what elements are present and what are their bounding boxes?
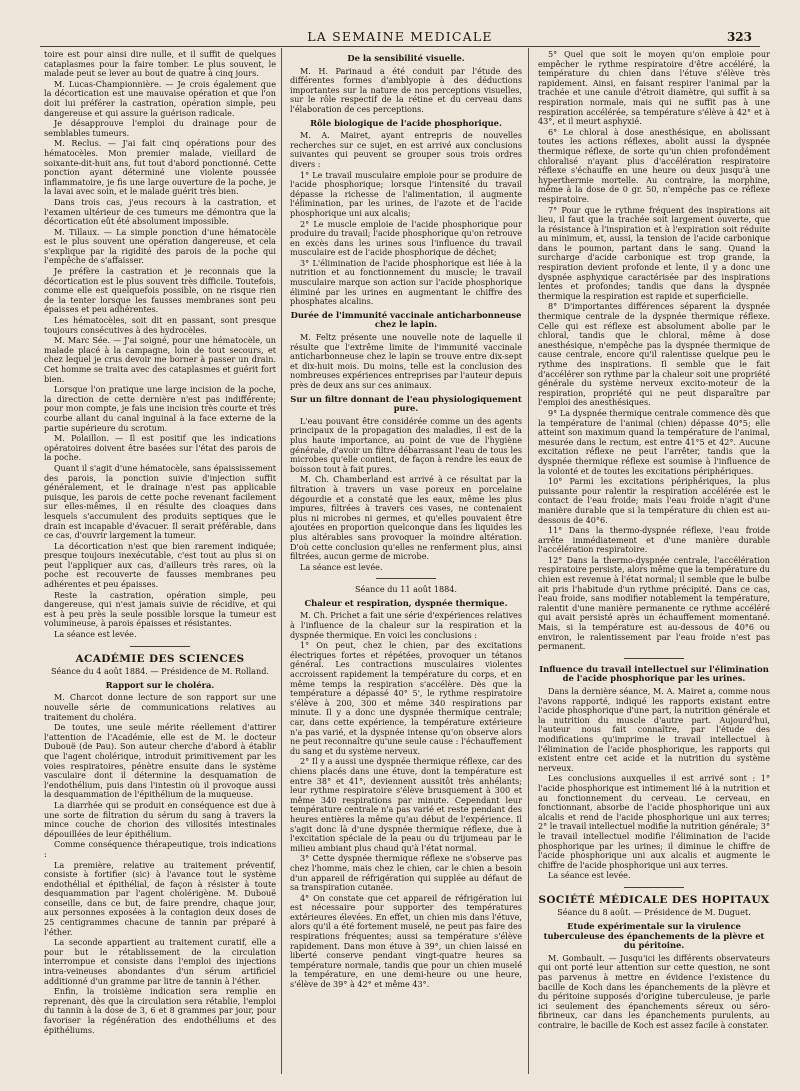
article-heading: Durée de l'immunité vaccinale anticharbonneuse chez le lapin. <box>290 309 522 330</box>
section-heading: ACADÉMIE DES SCIENCES <box>75 652 245 665</box>
paragraph: M. Reclus. — J'ai fait cinq opérations pour des hématocèles. Mon premier malade, vieillard de soixante-dit-huit ans, fut tout d'abord ponctionné. Cette ponction ayant déterminé une violente poussée inflammatoire, je fis une large ouverture de la poche, je la lavai avec soin, et le malade guérit très bien. <box>44 138 276 197</box>
paragraph: M. Ch. Prichet a fait une série d'expériences relatives à l'influence de la chaleur sur la respiration et la dyspnée thermique. En voici les conclusions : <box>290 610 522 640</box>
paragraph: La diarrhée qui se produit en conséquence est due à une sorte de filtration du sérum du sang à travers la mince couche de chorion des villosités intestinales dépouillées de leur épithélium. <box>44 799 276 839</box>
paragraph: M. Charcot donne lecture de son rapport sur une nouvelle série de communications relatives au traitement du choléra. <box>44 692 276 722</box>
section-heading: SOCIÉTÉ MÉDICALE DES HOPITAUX <box>538 893 770 906</box>
column-divider <box>281 48 282 1074</box>
paragraph: La première, relative au traitement préventif, consiste à fortifier (sic) à l'avance tout le système endothélial et épithélial, de façon à résister à toute desquammation par l'agent cholérigène. M. Dubouë conseille, dans ce but, de faire prendre, chaque jour, aux personnes exposées à la contagion deux doses de 25 centigrammes chacune de tannin par préparé à l'éther. <box>44 859 276 937</box>
page-number: 323 <box>726 30 752 44</box>
paragraph: M. Feltz présente une nouvelle note de laquelle il résulte que l'extrême limite de l'immunité vaccinale anticharbonneuse chez le lapin se trouve entre dix-sept et dix-huit mois. Du moins, telle est la conclusion des nombreuses expériences entreprises par l'auteur depuis près de deux ans sur ces animaux. <box>290 332 522 390</box>
paragraph: Lorsque l'on pratique une large incision de la poche, la direction de cette dernière n'est pas indifférente; pour mon compte, je fais une incision très courte et très courbe allant du canal inguinal à la face externe de la partie supérieure du scrotum. <box>44 384 276 433</box>
paragraph: M. Ch. Chamberland est arrivé à ce résultat par la filtration à travers un vase poreux en porcelaine dégourdie et a constaté que les eaux, même les plus impures, filtrées à travers ces vases, ne contenaient plus ni microbes ni germes, et qu'elles pouvaient être ajoutées en proportion quelconque dans les liquides les plus altérables sans provoquer la moindre altération. D'où cette conclusion qu'elles ne renferment plus, ainsi filtrées, aucun germe de microbe. <box>290 474 522 562</box>
session-line: Séance du 4 août 1884. — Présidence de M. Rolland. <box>51 666 269 677</box>
paragraph: 12° Dans la thermo-dyspnée centrale, l'accélération respiratoire persiste, alors même que la température du chien est revenue à l'état normal; il semble que le bulbe ait pris l'habitude d'un rythme précipité. Dans ce cas, l'eau froide, sans modifier notablement la température, ralentit d'une manière permanente ce rythme accéléré qui avait persisté après un échauffement momentané. Mais, si la température est au-dessous de 40°6 ou environ, le ralentissement par l'eau froide n'est pas permanent. <box>538 554 770 652</box>
article-heading: Rôle biologique de l'acide phosphorique. <box>310 117 502 128</box>
paragraph: M. Tillaux. — La simple ponction d'une hématocèle est le plus souvent une opération dangereuse, et cela s'explique par la rigidité des parois de la poche qui l'empêche de s'affaisser. <box>44 226 276 266</box>
article-heading: Chaleur et respiration, dyspnée thermique. <box>304 597 508 608</box>
section-rule <box>624 887 684 888</box>
running-title: LA SEMAINE MEDICALE <box>307 29 493 44</box>
paragraph: 8° D'importantes différences séparent la dyspnée thermique centrale de la dyspnée thermique réflexe. Celle qui est réflexe est absolument abolie par le chloral, tandis que le chloral, même à dose anesthésique, n'empêche pas la dyspnée thermique de cause centrale, encore qu'il ralentisse quelque peu le rythme des inspirations. Il semble que le fait d'accélérer son rythme par la chaleur soit une propriété générale du système nerveux excito-moteur de la respiration, propriété qui ne peut disparaître par l'emploi des anesthésiques. <box>538 301 770 408</box>
paragraph: toire est pour ainsi dire nulle, et il suffit de quelques cataplasmes pour la faire tomber. Le plus souvent, le malade peut se lever au bout de quatre à cinq jours. <box>44 50 276 79</box>
paragraph: 7° Pour que le rythme fréquent des inspirations ait lieu, il faut que la trachée soit largement ouverte, que la résistance à l'inspiration et à l'expiration soit réduite au minimum, et, aussi, la tension de l'acide carbonique dans le poumon, partant dans le sang. Quand la surcharge d'acide carbonique est trop grande, la respiration devient profonde et lente, il y a donc une dyspnée asphyxique caractérisée par des inspirations lentes et profondes; tandis que dans la dyspnée thermique la respiration est rapide et superficielle. <box>538 204 770 301</box>
paragraph: Enfin, la troisième indication sera remplie en reprenant, dès que la circulation sera rétablie, l'emploi du tannin à la dose de 3, 6 et 8 grammes par jour, pour favoriser la régénération des endothéliums et des épithéliums. <box>44 986 276 1035</box>
paragraph: 2° Le muscle emploie de l'acide phosphorique pour produire du travail; l'acide phosphorique qu'on retrouve en excès dans les urines sous l'influence du travail musculaire est de l'acide phosphorique de déchet; <box>290 218 522 258</box>
article-heading: Influence du travail intellectuel sur l'élimination de l'acide phosphorique par les urines. <box>539 663 769 684</box>
column-3 <box>538 50 770 1080</box>
paragraph: Je préfère la castration et je reconnais que la décortication est le plus souvent très difficile. Toutefois, comme elle est quelquefois possible, on ne risque rien de la tenter lorsque les fausses membranes sont peu épaisses et peu adhérentes. <box>44 266 276 315</box>
paragraph: M. H. Parinaud a été conduit par l'étude des différentes formes d'amblyopie à des déductions importantes sur la nature de nos perceptions visuelles, sur le rôle respectif de la rétine et du cerveau dans l'élaboration de ces perceptions. <box>290 65 522 114</box>
paragraph: La seconde appartient au traitement curatif, elle a pour but le rétablissement de la circulation interrompue et consiste dans l'emploi des injections intra-veineuses abondantes d'un sérum artificiel additionné d'un gramme par litre de tannin à l'éther. <box>44 937 276 986</box>
session-date: Séance du 11 août 1884. <box>354 584 457 595</box>
paragraph: Dans la dernière séance, M. A. Mairet a, comme nous l'avons rapporté, indiqué les rapports existant entre l'acide phosphorique d'une part, la nutrition générale et la nutrition du muscle d'autre part. Aujourd'hui, l'auteur nous fait connaître, par l'étude des modifications qu'imprime le travail intellectuel à l'élimination de l'acide phosphorique, les rapports qui existent entre cet acide et la nutrition du système nerveux. <box>538 686 770 773</box>
paragraph: 1° On peut, chez le chien, par des excitations électriques fortes et répétées, provoquer un tétanos général. Les contractions musculaires violentes accroissent rapidement la température du corps, et en même temps la respiration s'accélère. Dès que la température a dépassé 40° 5', le rythme respiratoire s'élève à 200, 300 et même 340 respirations par minute. Il y a donc une dyspnée thermique centrale; car, dans cette expérience, la température extérieure n'a pas varié, et la dyspnée intense qu'on observe alors ne peut reconnaître qu'une seule cause : l'échauffement du sang et du système nerveux. <box>290 640 522 756</box>
paragraph: Reste la castration, opération simple, peu dangereuse, qui n'est jamais suivie de récidive, et qui est à peu près la seule possible lorsque la tumeur est volumineuse, à parois épaisses et résistantes. <box>44 589 276 629</box>
header-rule <box>40 46 760 47</box>
paragraph: Les hématocèles, soit dit en passant, sont presque toujours consécutives à des hydrocèles. <box>44 315 276 335</box>
paragraph: La séance est levée. <box>54 629 137 640</box>
paragraph: Je désapprouve l'emploi du drainage pour de semblables tumeurs. <box>44 118 276 138</box>
paragraph: M. Marc Sée. — J'ai soigné, pour une hématocèle, un malade placé à la campagne, loin de tout secours, et chez lequel je crus devoir me borner à passer un drain. Cet homme se traita avec des cataplasmes et guérit fort bien. <box>44 335 276 384</box>
article-heading: Etude expérimentale sur la virulence tuberculeuse des épanchements de la plèvre et du péritoine. <box>543 921 765 951</box>
paragraph: M. Lucas-Championnière. — Je crois également que la décortication est une mauvaise opération et que l'on doit lui préférer la castration, opération simple, peu dangereuse et qui assure la guérison radicale. <box>44 78 276 118</box>
section-rule <box>130 646 190 647</box>
paragraph: 11° Dans la thermo-dyspnée réflexe, l'eau froide arrête immédiatement et d'une manière durable l'accélération respiratoire. <box>538 525 770 555</box>
paragraph: 9° La dyspnée thermique centrale commence dès que la température de l'animal (chien) dépasse 40°5; elle atteint son maximum quand la température de l'animal, mesurée dans le rectum, est entre 41°5 et 42°. Aucune excitation réflexe ne peut l'arrêter, tandis que la dyspnée thermique réflexe est soumise à l'influence de la volonté et de toutes les excitations périphériques. <box>538 407 770 476</box>
article-heading: De la sensibilité visuelle. <box>347 53 465 63</box>
paragraph: M. Gombault. — Jusqu'ici les différents observateurs qui ont porté leur attention sur cette question, ne sont pas parvenus à mettre en évidence l'existence du bacille de Koch dans les épanchements de la plèvre et du péritoine supposés d'origine tuberculeuse, je parle ici seulement des épanchements séreux ou séro-fibrineux, car dans les épanchements purulents, au contraire, le bacille de Koch est assez facile à constater. <box>538 952 770 1030</box>
paragraph: M. Polaillon. — Il est positif que les indications opératoires doivent être basées sur l'état des parois de la poche. <box>44 433 276 463</box>
paragraph: 5° Quel que soit le moyen qu'on emploie pour empêcher le rythme respiratoire d'être accéléré, la température du chien dans l'étuve s'élève très rapidement. Ainsi, en faisant respirer l'animal par la trachée et une canule d'étroit diamètre, qui suffit à sa respiration normale, mais qui ne suffit pas à une respiration accélérée, sa température s'élève à 42° et à 43°, et il meurt asphyxié. <box>538 50 770 127</box>
paragraph: 1° Le travail musculaire emploie pour se produire de l'acide phosphorique; lorsque l'intensité du travail dépasse la richesse de l'alimentation, il augmente l'élimination, par les urines, de l'azote et de l'acide phosphorique uni aux alcalis; <box>290 169 522 218</box>
column-1 <box>44 50 276 1080</box>
paragraph: 10° Parmi les excitations périphériques, la plus puissante pour ralentir la respiration accélérée est le contact de l'eau froide; mais l'eau froide n'agit d'une manière durable que si la température du chien est au-dessous de 40°6. <box>538 476 770 525</box>
paragraph: Les conclusions auxquelles il est arrivé sont : 1° l'acide phosphorique est intimement lié à la nutrition et au fonctionnement du cerveau. Le cerveau, en fonctionnant, absorbe de l'acide phosphorique uni aux alcalis et rend de l'acide phosphorique uni aux terres; 2° le travail intellectuel modifie la nutrition générale; 3° le travail intellectuel modifie l'élimination de l'acide phosphorique par les urines; il diminue le chiffre de l'acide phosphorique uni aux alcalis et augmente le chiffre de l'acide phosphorique uni aux terres. <box>538 773 770 870</box>
paragraph: 4° On constate que cet appareil de réfrigération lui est nécessaire pour supporter des températures extérieures élevées. En effet, un chien mis dans l'étuve, alors qu'il a été fortement muselé, ne peut pas faire des respirations fréquentes; aussi sa température s'élève rapidement. Dans mon étuve à 39°, un chien laissé en liberté conserve pendant vingt-quatre heures sa température normale, tandis que pour un chien muselé la température, en une demi-heure ou une heure, s'élève de 39° à 42° et même 43°. <box>290 892 522 990</box>
paragraph: La décortication n'est que bien rarement indiquée; presque toujours inexécutable, c'est tout au plus si on peut l'appliquer aux cas, d'ailleurs très rares, où la poche est recouverte de fausses membranes peu adhérentes et peu épaisses. <box>44 540 276 590</box>
section-rule <box>624 658 684 659</box>
paragraph: 2° Il y a aussi une dyspnée thermique réflexe, car des chiens placés dans une étuve, dont la température est entre 38° et 41°, deviennent aussitôt très anhélants; leur rythme respiratoire s'élève brusquement à 300 et même 340 respirations par minute. Cependant leur température centrale n'a pas varié et reste pendant des heures entières la même qu'au début de l'expérience. Il s'agit donc là d'une dyspnée thermique réflexe, due à l'excitation spéciale de la peau ou du trijumeau par le milieu ambiant plus chaud qu'à l'état normal. <box>290 756 522 853</box>
session-line: Séance du 8 août. — Présidence de M. Duguet. <box>557 907 751 918</box>
article-heading: Rapport sur le choléra. <box>105 679 215 690</box>
column-divider <box>528 48 529 1074</box>
paragraph: 3° Cette dyspnée thermique réflexe ne s'observe pas chez l'homme, mais chez le chien, car le chien a besoin d'un appareil de réfrigération qui supplée au défaut de sa transpiration cutanée. <box>290 853 522 893</box>
paragraph: Dans trois cas, j'eus recours à la castration, et l'examen ultérieur de ces tumeurs me démontra que la décortication eût été absolument impossible. <box>44 196 276 227</box>
section-rule <box>376 578 436 579</box>
paragraph: M. A. Mairet, ayant entrepris de nouvelles recherches sur ce sujet, en est arrivé aux conclusions suivantes qui peuvent se grouper sous trois ordres divers : <box>290 130 522 169</box>
paragraph: De toutes, une seule mérite réellement d'attirer l'attention de l'Académie, elle est de M. le docteur Dubouë (de Pau). Son auteur cherche d'abord à établir que l'agent cholérique, introduit primitivement par les voies respiratoires, pénètre ensuite dans le système vasculaire dont il détermine la desquamation de l'endothélium, puis dans l'intestin où il provoque aussi la desquammation de l'épithélium de la muqueuse. <box>44 722 276 800</box>
paragraph: 6° Le chloral à dose anesthésique, en abolissant toutes les actions réflexes, abolit aussi la dyspnée thermique réflexe, de sorte qu'un chien profondément chloralisé n'ayant plus d'accélération respiratoire réflexe s'échauffe en une heure ou deux jusqu'à une hyperthermie mortelle. Au contraire, la morphine, même à la dose de 0 gr. 50, n'empêche pas ce réflexe respiratoire. <box>538 126 770 204</box>
paragraph: La séance est levée. <box>300 561 383 572</box>
article-heading: Sur un filtre donnant de l'eau physiologiquement pure. <box>290 393 522 414</box>
paragraph: La séance est levée. <box>548 870 631 881</box>
paragraph: Comme conséquence thérapeutique, trois indications : <box>44 839 276 859</box>
column-2 <box>290 50 522 1080</box>
paragraph: L'eau pouvant être considérée comme un des agents principaux de la propagation des maladies, il est de la plus haute importance, au point de vue de l'hygiène générale, d'avoir un filtre débarrassant l'eau de tous les microbes qu'elle contient, de façon à rendre les eaux de boisson tout à fait pures. <box>290 415 522 474</box>
paragraph: Quant il s'agit d'une hématocèle, sans épaississement des parois, la ponction suivie d'injection suffit généralement, et le drainage n'est pas applicable puisque, les parois de cette poche revenant facilement sur elles-mêmes, il en résulte des cloaques dans lesquels s'accumulent des produits septiques que le drain est incapable d'évacuer. Il serait préférable, dans ce cas, d'ouvrir largement la tumeur. <box>44 462 276 541</box>
paragraph: 3° L'élimination de l'acide phosphorique est liée à la nutrition et au fonctionnement du muscle; le travail musculaire marque son action sur l'acide phosphorique éliminé par les urines en augmentant le chiffre des phosphates alcalins. <box>290 257 522 307</box>
page-header <box>0 0 800 46</box>
